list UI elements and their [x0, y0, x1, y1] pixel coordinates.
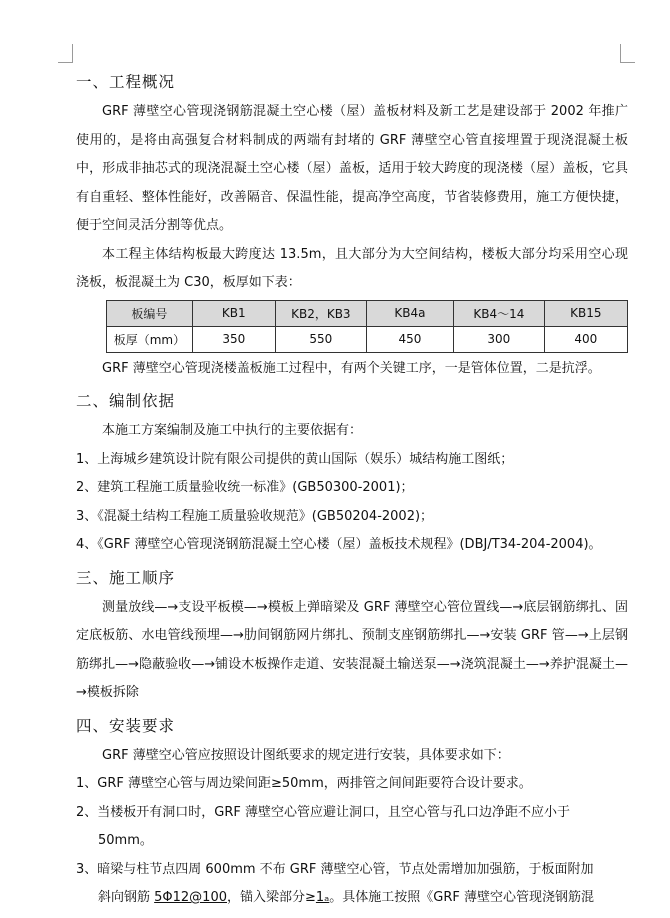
section-3-heading: 三、施工顺序 — [76, 568, 176, 587]
install-requirement-item: 1、GRF 薄壁空心管与周边梁间距≥50mm，两排管之间间距要符合设计要求。 — [76, 776, 532, 791]
basis-list-item: 2、建筑工程施工质量验收统一标准》(GB50300-2001)； — [76, 480, 414, 495]
requirement-text: 。具体施工按照《GRF 薄壁空心管现浇钢筋混 — [329, 890, 594, 905]
table-cell: 550 — [275, 326, 366, 352]
basis-list-item: 4、《GRF 薄壁空心管现浇钢筋混凝土空心楼（屋）盖板技术规程》(DBJ/T34-204-2004)。 — [76, 537, 602, 552]
table-cell: 板厚（mm） — [107, 326, 193, 352]
slab-thickness-table — [106, 300, 628, 353]
table-header-cell: KB15 — [544, 300, 627, 326]
section-2-intro: 本施工方案编制及施工中执行的主要依据有： — [102, 423, 363, 438]
table-cell: 400 — [544, 326, 627, 352]
table-cell: 450 — [366, 326, 453, 352]
anchor-length: 1ₐ — [315, 890, 330, 905]
section-1-paragraph-1: GRF 薄壁空心管现浇钢筋混凝土空心楼（屋）盖板材料及新工艺是建设部于 2002 年推广使用的，是将由高强复合材料制成的两端有封堵的 GRF 薄壁空心管直接埋置于现浇混凝土板中，形成非抽芯式的现浇混凝土空心楼（屋）盖板，适用于较大跨度的现浇楼（屋）盖板，它具有自重轻、整体性能好，改善隔音、保温性能，提高净空高度，节省装修费用，施工方便快捷，便于空间灵活分割等优点。 — [76, 104, 628, 233]
section-4-heading: 四、安装要求 — [76, 716, 176, 735]
table-header-cell: KB2，KB3 — [275, 300, 366, 326]
install-requirement-continuation — [76, 884, 628, 913]
requirement-text: 斜向钢筋 — [98, 890, 155, 905]
table-header-cell: 板编号 — [107, 300, 193, 326]
basis-list-item: 3、《混凝土结构工程施工质量验收规范》(GB50204-2002)； — [76, 508, 434, 524]
section-1-paragraph-2: 本工程主体结构板最大跨度达 13.5m，且大部分为大空间结构，楼板大部分均采用空心现浇板，板混凝土为 C30，板厚如下表： — [76, 246, 628, 290]
install-requirement-continuation: 50mm。 — [98, 833, 153, 848]
table-cell: 300 — [454, 326, 545, 352]
install-requirement-item: 3、暗梁与柱节点四周 600mm 不布 GRF 薄壁空心管，节点处需增加加强筋，于板面附加 — [76, 861, 594, 877]
requirement-text: ，锚入梁部分≥ — [227, 890, 316, 905]
basis-list-item: 1、上海城乡建筑设计院有限公司提供的黄山国际（娱乐）城结构施工图纸； — [76, 451, 514, 467]
page-corner-mark-right — [620, 44, 635, 63]
table-header-cell: KB1 — [192, 300, 275, 326]
page-corner-mark-left — [58, 44, 73, 63]
table-header-cell: KB4～14 — [454, 300, 545, 326]
section-2-heading: 二、编制依据 — [76, 392, 176, 410]
table-header-cell: KB4a — [366, 300, 453, 326]
table-header-row — [107, 300, 628, 326]
table-cell: 350 — [192, 326, 275, 352]
document-body — [76, 64, 628, 913]
rebar-spec: 5Φ12@100 — [154, 890, 227, 905]
section-4-intro: GRF 薄壁空心管应按照设计图纸要求的规定进行安装，具体要求如下： — [102, 747, 510, 763]
table-row — [107, 326, 628, 352]
install-requirement-item: 2、当楼板开有洞口时，GRF 薄壁空心管应避让洞口，且空心管与孔口边净距不应小于 — [76, 804, 570, 820]
section-1-heading: 一、工程概况 — [76, 73, 176, 91]
section-1-paragraph-3: GRF 薄壁空心管现浇楼盖板施工过程中，有两个关键工序，一是管体位置，二是抗浮。 — [102, 360, 601, 376]
construction-sequence: 测量放线—→支设平板模—→模板上弹暗梁及 GRF 薄壁空心管位置线—→底层钢筋绑扎、固定底板筋、水电管线预埋—→肋间钢筋网片绑扎、预制支座钢筋绑扎—→安装 GRF 管—→上层钢筋绑扎—→隐蔽验收—→铺设木板操作走道、安装混凝土输送泵—→浇筑混凝土—→养护混凝土—→模板拆除 — [76, 599, 628, 700]
